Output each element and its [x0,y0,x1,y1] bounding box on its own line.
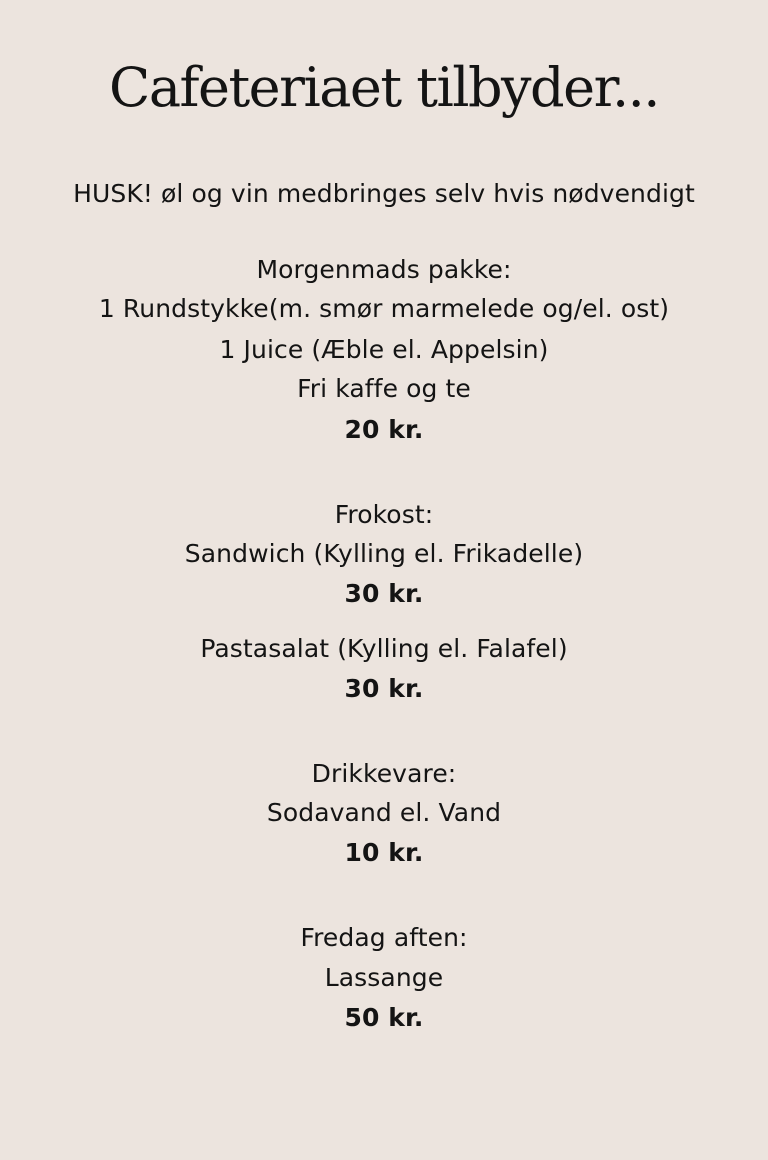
notice-text: HUSK! øl og vin medbringes selv hvis nødvendigt [73,179,695,208]
lunch-pasta: Pastasalat (Kylling el. Falafel) [200,634,568,663]
drinks-price: 10 kr. [344,838,424,867]
friday-item: Lassange [324,963,444,992]
drinks-item: Sodavand el. Vand [266,798,502,827]
breakfast-price: 20 kr. [344,415,424,444]
drinks-heading: Drikkevare: [311,759,457,788]
breakfast-item-roll: 1 Rundstykke(m. smør marmelede og/el. ost) [98,294,670,323]
page-title: Cafeteriaet tilbyder... [109,56,659,119]
breakfast-item-coffee: Fri kaffe og te [297,374,471,403]
friday-price: 50 kr. [344,1003,424,1032]
lunch-sandwich: Sandwich (Kylling el. Frikadelle) [184,539,584,568]
lunch-sandwich-price: 30 kr. [344,579,424,608]
breakfast-heading: Morgenmads pakke: [256,255,512,284]
lunch-heading: Frokost: [334,500,434,529]
breakfast-item-juice: 1 Juice (Æble el. Appelsin) [219,335,549,364]
friday-heading: Fredag aften: [300,923,468,952]
lunch-pasta-price: 30 kr. [344,674,424,703]
